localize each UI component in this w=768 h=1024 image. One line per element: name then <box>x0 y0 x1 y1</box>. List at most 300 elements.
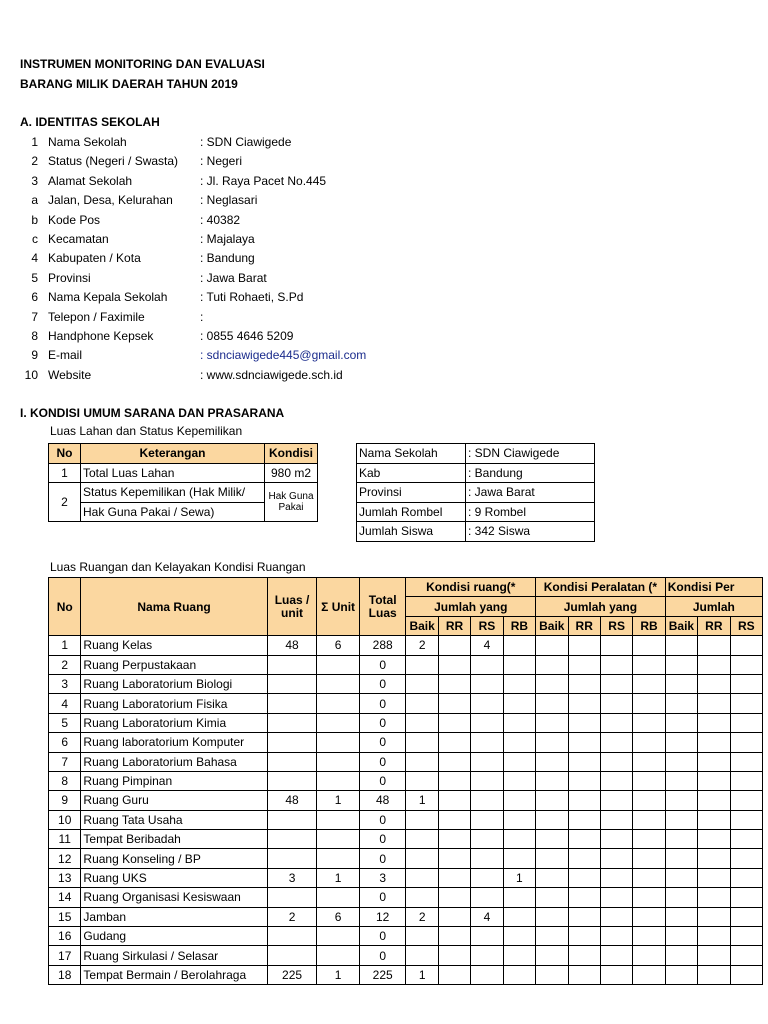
ruangan-cell-empty <box>665 655 697 674</box>
ruangan-cell-empty <box>730 888 762 907</box>
ruangan-cell-nama: Ruang Sirkulasi / Selasar <box>81 946 267 965</box>
ruangan-cell-nama: Ruang Perpustakaan <box>81 655 267 674</box>
ruangan-cell-no: 16 <box>49 927 81 946</box>
ruangan-cell-empty <box>698 733 730 752</box>
ruangan-cell-nama: Ruang Laboratorium Fisika <box>81 694 267 713</box>
identitas-label: Nama Sekolah <box>48 135 127 149</box>
ruangan-cell-empty <box>600 810 632 829</box>
ruangan-cell-empty <box>536 694 568 713</box>
identitas-value: : Jl. Raya Pacet No.445 <box>200 173 327 188</box>
identitas-label: Website <box>48 367 92 382</box>
ruangan-cell-nama: Ruang UKS <box>81 868 267 887</box>
ruangan-cell-luas: 48 <box>267 791 317 810</box>
ruangan-cell-empty <box>536 674 568 693</box>
ruangan-cell-unit <box>317 888 360 907</box>
identitas-row <box>20 152 420 171</box>
identitas-label: Alamat Sekolah <box>48 173 133 188</box>
email-link[interactable]: : sdnciawigede445@gmail.com <box>200 348 367 363</box>
ruangan-cell-empty <box>730 849 762 868</box>
ruangan-row <box>49 810 763 829</box>
ruangan-cell-no: 15 <box>49 907 81 926</box>
ruangan-cell-empty <box>730 713 762 732</box>
identitas-value: : Tuti Rohaeti, S.Pd <box>200 290 304 305</box>
ruangan-cell-empty <box>568 965 600 984</box>
ruangan-cell-empty <box>633 694 665 713</box>
ruangan-cell-rs: 4 <box>471 636 503 655</box>
ruangan-cell-empty <box>698 810 730 829</box>
ruangan-cell-empty <box>698 927 730 946</box>
ruangan-cell-empty <box>536 849 568 868</box>
ruangan-cell-empty <box>568 868 600 887</box>
ruangan-cell-empty <box>568 791 600 810</box>
ruangan-cell-empty <box>633 791 665 810</box>
ruangan-cell-total: 0 <box>359 674 406 693</box>
ruangan-cell-total: 48 <box>359 791 406 810</box>
ruangan-cell-baik <box>406 868 438 887</box>
ruangan-header-rs: RS <box>600 616 632 635</box>
ruangan-cell-empty <box>665 771 697 790</box>
ruangan-cell-empty <box>665 636 697 655</box>
ruangan-header-baik: Baik <box>665 616 697 635</box>
ruangan-cell-rb <box>503 849 535 868</box>
ruangan-cell-rs <box>471 946 503 965</box>
ruangan-cell-empty <box>730 965 762 984</box>
ruangan-cell-baik <box>406 946 438 965</box>
lahan-cell-no: 2 <box>49 483 81 522</box>
ruangan-cell-no: 14 <box>49 888 81 907</box>
ruangan-cell-rs: 4 <box>471 907 503 926</box>
school-info-label: Nama Sekolah <box>357 444 466 464</box>
identitas-num: 4 <box>31 251 38 266</box>
ruangan-cell-empty <box>536 946 568 965</box>
ruangan-cell-baik <box>406 694 438 713</box>
identitas-num: 7 <box>31 309 38 324</box>
ruangan-header-row1 <box>49 578 763 597</box>
ruangan-cell-rs <box>471 655 503 674</box>
ruangan-row <box>49 927 763 946</box>
ruangan-cell-empty <box>568 713 600 732</box>
ruangan-cell-empty <box>698 752 730 771</box>
ruangan-cell-total: 0 <box>359 771 406 790</box>
ruangan-cell-empty <box>536 733 568 752</box>
lahan-cell-ket: Status Kepemilikan (Hak Milik/ <box>81 483 265 503</box>
ruangan-cell-nama: Ruang Laboratorium Biologi <box>81 674 267 693</box>
ruangan-cell-empty <box>536 830 568 849</box>
ruangan-cell-luas <box>267 694 317 713</box>
identitas-row <box>20 133 420 152</box>
ruangan-cell-empty <box>698 674 730 693</box>
ruangan-cell-empty <box>730 830 762 849</box>
ruangan-cell-empty <box>568 674 600 693</box>
identitas-row <box>20 269 420 288</box>
ruangan-cell-rs <box>471 888 503 907</box>
ruangan-cell-unit <box>317 752 360 771</box>
identitas-num: 5 <box>31 270 38 285</box>
ruangan-cell-unit <box>317 694 360 713</box>
ruangan-header-kondisi-peralatan: Kondisi Peralatan (* <box>536 578 666 597</box>
ruangan-cell-empty <box>633 830 665 849</box>
ruangan-cell-unit: 1 <box>317 868 360 887</box>
ruangan-cell-no: 4 <box>49 694 81 713</box>
ruangan-cell-luas: 225 <box>267 965 317 984</box>
ruangan-cell-empty <box>568 810 600 829</box>
ruangan-cell-empty <box>633 713 665 732</box>
ruangan-cell-empty <box>600 674 632 693</box>
ruangan-cell-empty <box>536 810 568 829</box>
ruangan-cell-luas <box>267 733 317 752</box>
ruangan-row <box>49 946 763 965</box>
ruangan-cell-rb <box>503 907 535 926</box>
ruangan-cell-empty <box>568 752 600 771</box>
identitas-heading: A. IDENTITAS SEKOLAH <box>20 115 160 129</box>
ruangan-cell-rr <box>438 713 470 732</box>
ruangan-cell-rs <box>471 733 503 752</box>
ruangan-cell-rs <box>471 791 503 810</box>
ruangan-cell-nama: Ruang laboratorium Komputer <box>81 733 267 752</box>
identitas-row <box>20 288 420 307</box>
ruangan-cell-baik: 2 <box>406 907 438 926</box>
ruangan-cell-empty <box>730 791 762 810</box>
ruangan-cell-no: 10 <box>49 810 81 829</box>
ruangan-cell-rr <box>438 810 470 829</box>
ruangan-cell-empty <box>665 694 697 713</box>
ruangan-cell-empty <box>730 927 762 946</box>
ruangan-cell-luas <box>267 927 317 946</box>
ruangan-cell-rs <box>471 713 503 732</box>
ruangan-cell-luas: 2 <box>267 907 317 926</box>
ruangan-cell-empty <box>730 868 762 887</box>
ruangan-cell-luas <box>267 810 317 829</box>
identitas-row <box>20 172 420 191</box>
identitas-label: Nama Kepala Sekolah <box>48 290 168 305</box>
ruangan-caption: Luas Ruangan dan Kelayakan Kondisi Ruangan <box>50 560 306 574</box>
identitas-label: Status (Negeri / Swasta) <box>48 154 179 169</box>
ruangan-header-rb: RB <box>503 616 535 635</box>
ruangan-cell-no: 9 <box>49 791 81 810</box>
lahan-header-kondisi: Kondisi <box>265 444 318 464</box>
ruangan-cell-luas <box>267 752 317 771</box>
identitas-row <box>20 249 420 268</box>
ruangan-cell-rb <box>503 771 535 790</box>
identitas-value: : <box>200 309 204 324</box>
ruangan-cell-empty <box>730 636 762 655</box>
ruangan-cell-no: 8 <box>49 771 81 790</box>
identitas-num: a <box>31 193 38 208</box>
ruangan-cell-baik <box>406 810 438 829</box>
ruangan-cell-rr <box>438 907 470 926</box>
identitas-label: Kabupaten / Kota <box>48 251 141 266</box>
ruangan-cell-empty <box>665 927 697 946</box>
ruangan-cell-empty <box>665 830 697 849</box>
ruangan-cell-no: 13 <box>49 868 81 887</box>
ruangan-cell-empty <box>730 733 762 752</box>
ruangan-cell-unit <box>317 713 360 732</box>
ruangan-cell-no: 3 <box>49 674 81 693</box>
ruangan-cell-total: 0 <box>359 830 406 849</box>
ruangan-cell-empty <box>698 888 730 907</box>
ruangan-cell-empty <box>665 810 697 829</box>
ruangan-row <box>49 965 763 984</box>
identitas-value: : Jawa Barat <box>200 270 267 285</box>
identitas-num: c <box>32 231 38 246</box>
ruangan-cell-nama: Tempat Beribadah <box>81 830 267 849</box>
ruangan-cell-no: 2 <box>49 655 81 674</box>
ruangan-cell-luas <box>267 888 317 907</box>
ruangan-cell-rr <box>438 965 470 984</box>
ruangan-cell-unit <box>317 810 360 829</box>
ruangan-cell-total: 0 <box>359 888 406 907</box>
ruangan-cell-rs <box>471 694 503 713</box>
lahan-caption: Luas Lahan dan Status Kepemilikan <box>50 424 243 438</box>
ruangan-cell-total: 12 <box>359 907 406 926</box>
ruangan-cell-empty <box>665 946 697 965</box>
ruangan-cell-total: 0 <box>359 694 406 713</box>
ruangan-cell-empty <box>698 636 730 655</box>
ruangan-cell-rr <box>438 694 470 713</box>
ruangan-cell-luas <box>267 830 317 849</box>
lahan-cell-kondisi: 980 m2 <box>265 463 318 483</box>
ruangan-cell-baik <box>406 733 438 752</box>
school-info-label: Jumlah Rombel <box>357 502 466 522</box>
ruangan-header-jumlah-yang: Jumlah yang <box>406 597 536 616</box>
ruangan-cell-no: 12 <box>49 849 81 868</box>
ruangan-cell-empty <box>536 791 568 810</box>
ruangan-header-jumlah: Jumlah <box>665 597 762 616</box>
ruangan-cell-empty <box>600 771 632 790</box>
ruangan-cell-baik <box>406 830 438 849</box>
ruangan-cell-empty <box>698 655 730 674</box>
identitas-value: : SDN Ciawigede <box>200 135 292 149</box>
ruangan-cell-unit: 1 <box>317 791 360 810</box>
ruangan-cell-no: 17 <box>49 946 81 965</box>
identitas-num: 1 <box>31 135 38 149</box>
ruangan-cell-baik <box>406 888 438 907</box>
identitas-value: : Negeri <box>200 154 243 169</box>
ruangan-cell-empty <box>633 849 665 868</box>
ruangan-cell-empty <box>600 849 632 868</box>
ruangan-cell-nama: Ruang Organisasi Kesiswaan <box>81 888 267 907</box>
ruangan-cell-baik <box>406 771 438 790</box>
ruangan-cell-empty <box>600 694 632 713</box>
lahan-header-ket: Keterangan <box>81 444 265 464</box>
ruangan-cell-baik: 1 <box>406 965 438 984</box>
school-info-label: Jumlah Siswa <box>357 522 466 542</box>
identitas-value: : 0855 4646 5209 <box>200 328 294 343</box>
lahan-header-no: No <box>49 444 81 464</box>
ruangan-cell-luas <box>267 713 317 732</box>
ruangan-header-jumlah-yang: Jumlah yang <box>536 597 666 616</box>
ruangan-cell-empty <box>698 771 730 790</box>
ruangan-cell-empty <box>600 636 632 655</box>
school-info-table <box>356 443 595 542</box>
ruangan-cell-luas <box>267 946 317 965</box>
ruangan-cell-rs <box>471 849 503 868</box>
ruangan-cell-rs <box>471 810 503 829</box>
ruangan-cell-unit: 6 <box>317 636 360 655</box>
identitas-label: Kecamatan <box>48 231 109 246</box>
ruangan-cell-empty <box>536 965 568 984</box>
ruangan-cell-rr <box>438 830 470 849</box>
identitas-num: 3 <box>31 173 38 188</box>
ruangan-cell-unit <box>317 946 360 965</box>
school-info-value: : Jawa Barat <box>466 483 595 503</box>
ruangan-cell-luas <box>267 771 317 790</box>
ruangan-cell-empty <box>536 907 568 926</box>
identitas-row <box>20 308 420 327</box>
identitas-label: Provinsi <box>48 270 91 285</box>
ruangan-header-baik: Baik <box>406 616 438 635</box>
ruangan-cell-nama: Ruang Konseling / BP <box>81 849 267 868</box>
ruangan-row <box>49 733 763 752</box>
ruangan-cell-nama: Ruang Laboratorium Bahasa <box>81 752 267 771</box>
ruangan-cell-empty <box>698 849 730 868</box>
ruangan-cell-total: 288 <box>359 636 406 655</box>
ruangan-cell-empty <box>633 907 665 926</box>
ruangan-cell-rb <box>503 888 535 907</box>
ruangan-cell-empty <box>568 849 600 868</box>
ruangan-row <box>49 655 763 674</box>
kondisi-heading: I. KONDISI UMUM SARANA DAN PRASARANA <box>20 406 285 420</box>
ruangan-cell-empty <box>568 694 600 713</box>
ruangan-cell-empty <box>536 713 568 732</box>
ruangan-cell-rs <box>471 868 503 887</box>
ruangan-cell-no: 18 <box>49 965 81 984</box>
ruangan-cell-rb <box>503 674 535 693</box>
ruangan-header-total: Total Luas <box>359 578 406 636</box>
identitas-value: : 40382 <box>200 212 241 227</box>
ruangan-cell-empty <box>633 810 665 829</box>
ruangan-cell-no: 1 <box>49 636 81 655</box>
ruangan-cell-empty <box>568 946 600 965</box>
ruangan-cell-unit <box>317 927 360 946</box>
lahan-cell-kondisi: Hak Guna Pakai <box>265 483 318 522</box>
ruangan-cell-empty <box>698 791 730 810</box>
ruangan-cell-nama: Tempat Bermain / Berolahraga <box>81 965 267 984</box>
ruangan-cell-baik <box>406 674 438 693</box>
ruangan-cell-nama: Ruang Guru <box>81 791 267 810</box>
ruangan-header-rs: RS <box>730 616 762 635</box>
ruangan-cell-rr <box>438 868 470 887</box>
ruangan-cell-empty <box>730 655 762 674</box>
ruangan-cell-empty <box>600 733 632 752</box>
ruangan-cell-empty <box>600 791 632 810</box>
ruangan-cell-baik: 1 <box>406 791 438 810</box>
ruangan-cell-rr <box>438 674 470 693</box>
identitas-row <box>20 230 420 249</box>
ruangan-cell-nama: Jamban <box>81 907 267 926</box>
ruangan-table <box>48 577 763 985</box>
ruangan-cell-empty <box>698 830 730 849</box>
ruangan-cell-rb <box>503 752 535 771</box>
ruangan-cell-rr <box>438 771 470 790</box>
ruangan-cell-rb <box>503 713 535 732</box>
lahan-cell-ket: Hak Guna Pakai / Sewa) <box>81 502 265 522</box>
doc-title-line1: INSTRUMEN MONITORING DAN EVALUASI <box>20 57 265 71</box>
ruangan-cell-rr <box>438 888 470 907</box>
ruangan-cell-rs <box>471 752 503 771</box>
ruangan-cell-empty <box>698 965 730 984</box>
ruangan-cell-empty <box>633 752 665 771</box>
ruangan-row <box>49 674 763 693</box>
ruangan-cell-no: 11 <box>49 830 81 849</box>
ruangan-cell-empty <box>730 674 762 693</box>
lahan-row <box>49 483 318 503</box>
ruangan-row <box>49 868 763 887</box>
ruangan-cell-empty <box>600 752 632 771</box>
ruangan-cell-unit: 1 <box>317 965 360 984</box>
ruangan-cell-total: 0 <box>359 733 406 752</box>
identitas-value: : www.sdnciawigede.sch.id <box>200 367 343 382</box>
ruangan-cell-empty <box>568 636 600 655</box>
ruangan-cell-empty <box>665 965 697 984</box>
ruangan-cell-nama: Gudang <box>81 927 267 946</box>
ruangan-cell-empty <box>665 849 697 868</box>
ruangan-cell-rr <box>438 927 470 946</box>
ruangan-cell-empty <box>568 907 600 926</box>
identitas-value: : Majalaya <box>200 231 255 246</box>
ruangan-cell-empty <box>665 733 697 752</box>
lahan-row <box>49 463 318 483</box>
ruangan-cell-rb <box>503 791 535 810</box>
identitas-label: Kode Pos <box>48 212 101 227</box>
ruangan-cell-empty <box>536 771 568 790</box>
school-info-label: Provinsi <box>357 483 466 503</box>
ruangan-cell-total: 225 <box>359 965 406 984</box>
lahan-table <box>48 443 318 522</box>
ruangan-cell-empty <box>600 927 632 946</box>
school-info-row <box>357 444 595 464</box>
ruangan-header-rs: RS <box>471 616 503 635</box>
identitas-num: 10 <box>24 367 38 382</box>
ruangan-cell-empty <box>536 655 568 674</box>
ruangan-cell-empty <box>600 888 632 907</box>
ruangan-cell-rs <box>471 927 503 946</box>
ruangan-header-rr: RR <box>438 616 470 635</box>
ruangan-cell-empty <box>730 907 762 926</box>
ruangan-cell-empty <box>536 927 568 946</box>
ruangan-cell-empty <box>568 655 600 674</box>
ruangan-cell-empty <box>600 946 632 965</box>
identitas-num: 9 <box>31 348 38 363</box>
ruangan-cell-rr <box>438 946 470 965</box>
identitas-value: : Neglasari <box>200 193 258 208</box>
identitas-row <box>20 346 420 365</box>
ruangan-row <box>49 771 763 790</box>
ruangan-cell-empty <box>665 888 697 907</box>
ruangan-cell-empty <box>600 713 632 732</box>
ruangan-cell-empty <box>600 907 632 926</box>
identitas-num: 8 <box>31 328 38 343</box>
ruangan-cell-rb: 1 <box>503 868 535 887</box>
ruangan-cell-luas <box>267 849 317 868</box>
identitas-num: 2 <box>31 154 38 169</box>
ruangan-cell-luas: 3 <box>267 868 317 887</box>
ruangan-header-nama: Nama Ruang <box>81 578 267 636</box>
ruangan-cell-empty <box>698 907 730 926</box>
school-info-value: : 9 Rombel <box>466 502 595 522</box>
ruangan-row <box>49 888 763 907</box>
ruangan-cell-rr <box>438 849 470 868</box>
ruangan-cell-empty <box>633 636 665 655</box>
ruangan-cell-empty <box>633 655 665 674</box>
ruangan-cell-rr <box>438 636 470 655</box>
ruangan-row <box>49 849 763 868</box>
ruangan-cell-empty <box>568 927 600 946</box>
ruangan-cell-rs <box>471 674 503 693</box>
ruangan-cell-empty <box>730 752 762 771</box>
ruangan-cell-rb <box>503 965 535 984</box>
ruangan-header-rr: RR <box>568 616 600 635</box>
